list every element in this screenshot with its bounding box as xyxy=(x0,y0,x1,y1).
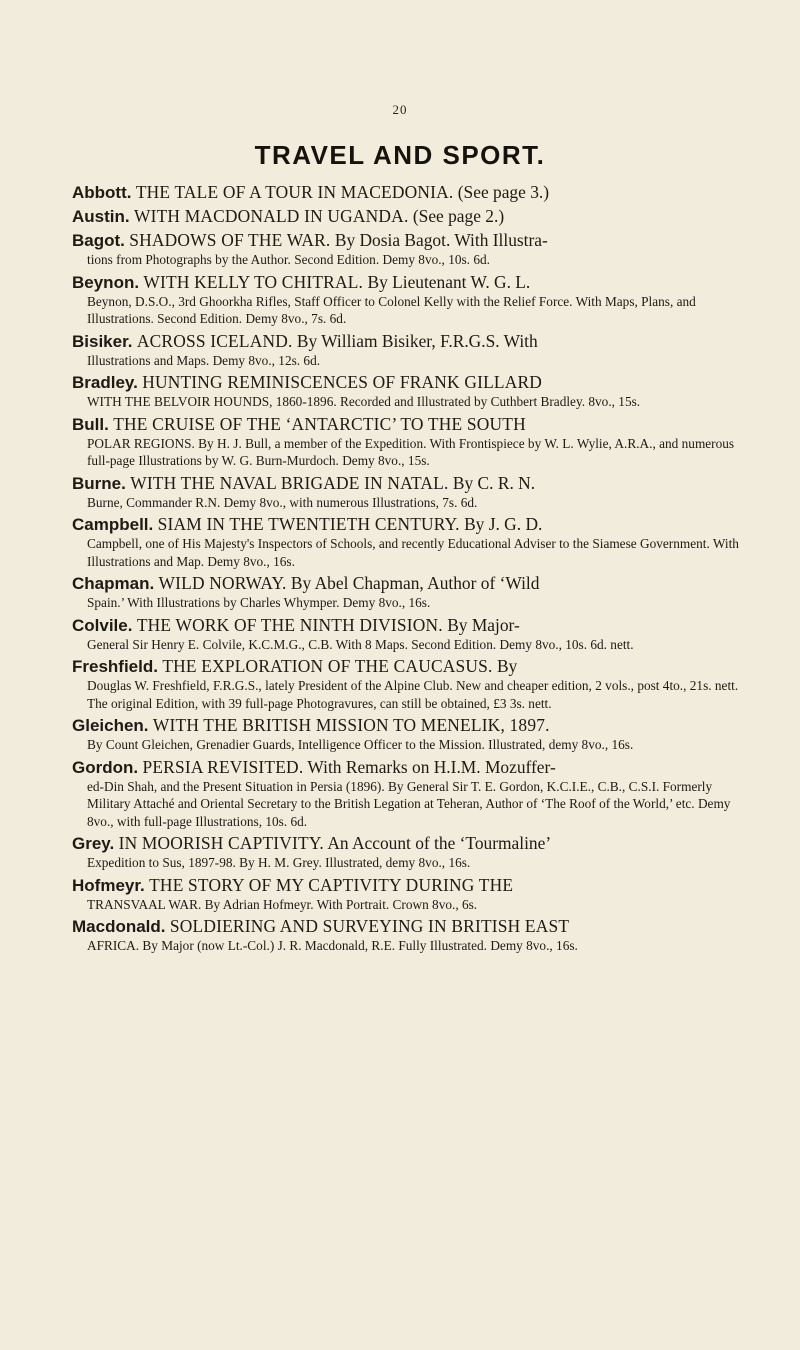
entry-description: Spain.’ With Illustrations by Charles Whymper. Demy 8vo., 16s. xyxy=(87,595,431,610)
entry-title: WILD NORWAY. xyxy=(158,573,287,593)
entry-title: WITH KELLY TO CHITRAL. xyxy=(143,271,364,292)
entry-heading xyxy=(72,514,758,535)
catalogue-entry xyxy=(72,833,758,872)
entry-description: Douglas W. Freshfield, F.R.G.S., lately President of the Alpine Club. New and cheaper edition, 2 vols., post 4to., 21s. nett. The original Edition, with 39 full-page Photogravures, can still be obtained, £3 3s. nett. xyxy=(87,678,739,711)
entry-description: POLAR REGIONS. By H. J. Bull, a member of the Expedition. With Frontispiece by W. L. Wylie, A.R.A., and numerous full-page Illustrations by W. G. Burn-Murdoch. Demy 8vo., 15s. xyxy=(87,435,735,468)
entry-title: THE WORK OF THE NINTH DIVISION. xyxy=(136,614,443,635)
entry-description: General Sir Henry E. Colvile, K.C.M.G., C.B. With 8 Maps. Second Edition. Demy 8vo., 10s. 6d. nett. xyxy=(87,636,634,652)
entry-heading xyxy=(72,833,758,854)
catalogue-entry xyxy=(72,916,758,955)
entry-description: TRANSVAAL WAR. By Adrian Hofmeyr. With Portrait. Crown 8vo., 6s. xyxy=(87,896,478,912)
catalogue-entry xyxy=(72,757,758,831)
entry-title: PERSIA REVISITED. xyxy=(142,756,304,777)
catalogue-entry xyxy=(72,615,758,654)
entry-heading xyxy=(72,473,758,494)
entry-heading xyxy=(72,757,758,778)
entry-heading xyxy=(72,615,758,636)
catalogue-entry xyxy=(72,182,758,203)
entry-title-tail: By xyxy=(496,656,518,676)
entry-heading xyxy=(72,875,758,896)
entry-title: SIAM IN THE TWENTIETH CENTURY. xyxy=(157,514,460,534)
entry-title: IN MOORISH CAPTIVITY. xyxy=(118,833,324,853)
entry-author: Freshfield. xyxy=(72,657,158,676)
catalogue-entry xyxy=(72,414,758,470)
entry-heading xyxy=(72,206,758,227)
entry-author: Burne. xyxy=(72,473,126,493)
entry-title-tail: By William Bisiker, F.R.G.S. With xyxy=(296,330,538,351)
catalogue-entry xyxy=(72,206,758,227)
page-number: 20 xyxy=(392,102,408,117)
entry-title-tail: By J. G. D. xyxy=(464,514,543,534)
catalogue-entry xyxy=(72,372,758,411)
entry-author: Abbott. xyxy=(72,183,132,202)
entry-description: Campbell, one of His Majesty's Inspectors of Schools, and recently Educational Adviser to the Siamese Government. With Illustrations and Map. Demy 8vo., 16s. xyxy=(87,536,739,569)
entry-heading xyxy=(72,331,758,352)
catalogue-entries xyxy=(72,182,758,958)
entry-heading xyxy=(72,573,758,594)
catalogue-entry xyxy=(72,272,758,328)
entry-title: THE TALE OF A TOUR IN MACEDONIA. xyxy=(135,182,454,202)
entry-heading xyxy=(72,916,758,937)
entry-author: Bagot. xyxy=(72,231,125,250)
entry-title: WITH THE NAVAL BRIGADE IN NATAL. xyxy=(130,472,449,493)
section-title: TRAVEL AND SPORT. xyxy=(254,140,546,170)
entry-title-tail: (See page 3.) xyxy=(457,182,550,202)
entry-title: THE STORY OF MY CAPTIVITY DURING THE xyxy=(149,874,514,895)
entry-title: HUNTING REMINISCENCES OF FRANK GILLARD xyxy=(142,372,543,392)
entry-description: ed-Din Shah, and the Present Situation in Persia (1896). By General Sir T. E. Gordon, K.C.I.E., C.B., C.S.I. Formerly Military Attaché and Oriental Secretary to the British Legation at Teheran, Author of ‘The Roof of the World,’ etc. Demy 8vo., with full-page Illustrations, 10s. 6d. xyxy=(87,778,731,829)
entry-title-tail: With Remarks on H.I.M. Mozuffer- xyxy=(307,756,556,777)
entry-description: AFRICA. By Major (now Lt.-Col.) J. R. Macdonald, R.E. Fully Illustrated. Demy 8vo., 16s. xyxy=(87,938,578,953)
catalogue-entry xyxy=(72,656,758,712)
entry-title-tail: An Account of the ‘Tourmaline’ xyxy=(327,833,552,853)
entry-heading xyxy=(72,182,758,203)
entry-author: Chapman. xyxy=(72,574,155,593)
entry-title-tail: (See page 2.) xyxy=(412,206,505,226)
entry-author: Grey. xyxy=(72,834,115,853)
entry-title: THE EXPLORATION OF THE CAUCASUS. xyxy=(162,656,493,676)
entry-title: SOLDIERING AND SURVEYING IN BRITISH EAST xyxy=(169,916,570,936)
entry-description: Illustrations and Maps. Demy 8vo., 12s. 6d. xyxy=(87,352,321,368)
entry-title: WITH THE BRITISH MISSION TO MENELIK, 1897. xyxy=(152,715,550,735)
entry-heading xyxy=(72,414,758,435)
entry-heading xyxy=(72,656,758,677)
entry-title-tail: By Abel Chapman, Author of ‘Wild xyxy=(290,573,540,593)
catalogue-entry xyxy=(72,573,758,612)
entry-title: THE CRUISE OF THE ‘ANTARCTIC’ TO THE SOUTH xyxy=(113,413,526,434)
entry-description: Beynon, D.S.O., 3rd Ghoorkha Rifles, Staff Officer to Colonel Kelly with the Relief Force. With Maps, Plans, and Illustrations. Second Edition. Demy 8vo., 7s. 6d. xyxy=(87,293,696,326)
entry-description: tions from Photographs by the Author. Second Edition. Demy 8vo., 10s. 6d. xyxy=(87,252,490,267)
entry-title-tail: By C. R. N. xyxy=(452,472,536,493)
catalogue-entry xyxy=(72,331,758,370)
entry-author: Bisiker. xyxy=(72,331,133,351)
catalogue-entry xyxy=(72,473,758,512)
entry-title: SHADOWS OF THE WAR. xyxy=(129,230,331,250)
entry-heading xyxy=(72,272,758,293)
catalogue-entry xyxy=(72,514,758,570)
catalogue-entry xyxy=(72,230,758,269)
entry-heading xyxy=(72,230,758,251)
entry-heading xyxy=(72,715,758,736)
entry-author: Macdonald. xyxy=(72,917,166,936)
entry-author: Colvile. xyxy=(72,615,133,635)
entry-description: WITH THE BELVOIR HOUNDS, 1860-1896. Recorded and Illustrated by Cuthbert Bradley. 8vo., 15s. xyxy=(87,394,641,409)
entry-author: Gordon. xyxy=(72,757,139,777)
entry-description: By Count Gleichen, Grenadier Guards, Intelligence Officer to the Mission. Illustrated, demy 8vo., 16s. xyxy=(87,737,634,752)
entry-title: WITH MACDONALD IN UGANDA. xyxy=(133,206,409,226)
entry-title-tail: By Lieutenant W. G. L. xyxy=(367,271,531,292)
entry-description: Expedition to Sus, 1897-98. By H. M. Grey. Illustrated, demy 8vo., 16s. xyxy=(87,855,471,870)
entry-author: Austin. xyxy=(72,207,130,226)
entry-description: Burne, Commander R.N. Demy 8vo., with numerous Illustrations, 7s. 6d. xyxy=(87,494,478,510)
entry-heading xyxy=(72,372,758,393)
entry-title: ACROSS ICELAND. xyxy=(136,330,293,351)
entry-author: Hofmeyr. xyxy=(72,875,145,895)
catalogue-entry xyxy=(72,875,758,914)
entry-author: Beynon. xyxy=(72,272,140,292)
entry-author: Bull. xyxy=(72,414,109,434)
catalogue-entry xyxy=(72,715,758,754)
entry-author: Bradley. xyxy=(72,373,138,392)
entry-author: Gleichen. xyxy=(72,716,149,735)
entry-title-tail: By Major- xyxy=(447,614,520,635)
entry-author: Campbell. xyxy=(72,515,154,534)
entry-title-tail: By Dosia Bagot. With Illustra- xyxy=(334,230,548,250)
